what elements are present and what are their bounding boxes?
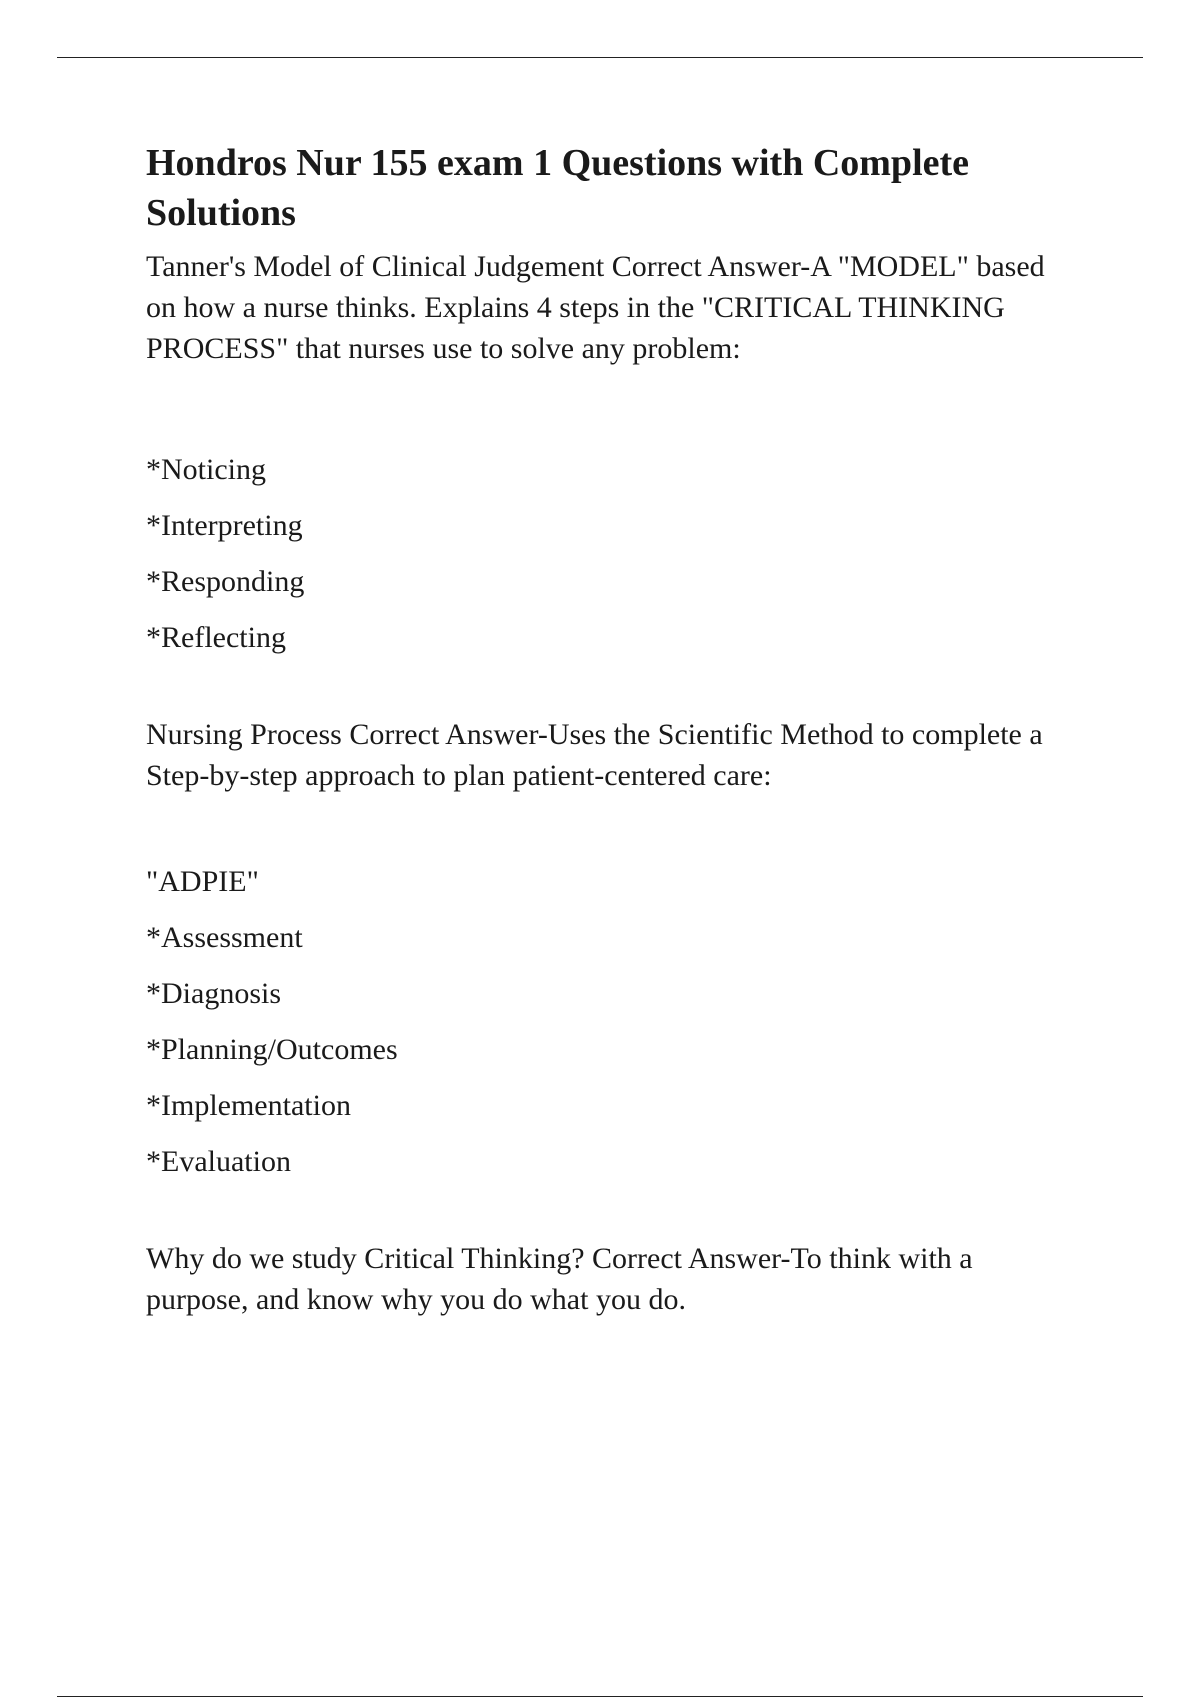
document-body bbox=[146, 138, 1076, 1320]
adpie-list bbox=[146, 854, 1076, 1190]
list-item: *Responding bbox=[146, 565, 305, 598]
list-item: *Evaluation bbox=[146, 1145, 291, 1178]
list-item: *Interpreting bbox=[146, 509, 303, 542]
list-item: "ADPIE" bbox=[146, 865, 259, 898]
nursing-process-answer: Nursing Process Correct Answer-Uses the Scientific Method to complete a Step-by-step approach to plan patient-centered care: bbox=[146, 718, 1043, 792]
spacer bbox=[146, 666, 1076, 714]
header-rule bbox=[57, 57, 1143, 58]
tanner-steps-list bbox=[146, 442, 1076, 666]
list-item: *Assessment bbox=[146, 921, 303, 954]
list-item: *Noticing bbox=[146, 453, 266, 486]
critical-thinking-answer: Why do we study Critical Thinking? Correct Answer-To think with a purpose, and know why you do what you do. bbox=[146, 1242, 973, 1316]
list-item: *Implementation bbox=[146, 1089, 351, 1122]
footer-rule bbox=[57, 1696, 1143, 1697]
list-item: *Planning/Outcomes bbox=[146, 1033, 398, 1066]
spacer bbox=[146, 796, 1076, 854]
spacer bbox=[146, 369, 1076, 442]
tanner-model-answer: Tanner's Model of Clinical Judgement Correct Answer-A "MODEL" based on how a nurse thinks. Explains 4 steps in the "CRITICAL THINKING PROCESS" that nurses use to solve any problem: bbox=[146, 250, 1045, 365]
list-item: *Reflecting bbox=[146, 621, 286, 654]
spacer bbox=[146, 1190, 1076, 1238]
document-title: Hondros Nur 155 exam 1 Questions with Complete Solutions bbox=[146, 142, 970, 234]
list-item: *Diagnosis bbox=[146, 977, 281, 1010]
